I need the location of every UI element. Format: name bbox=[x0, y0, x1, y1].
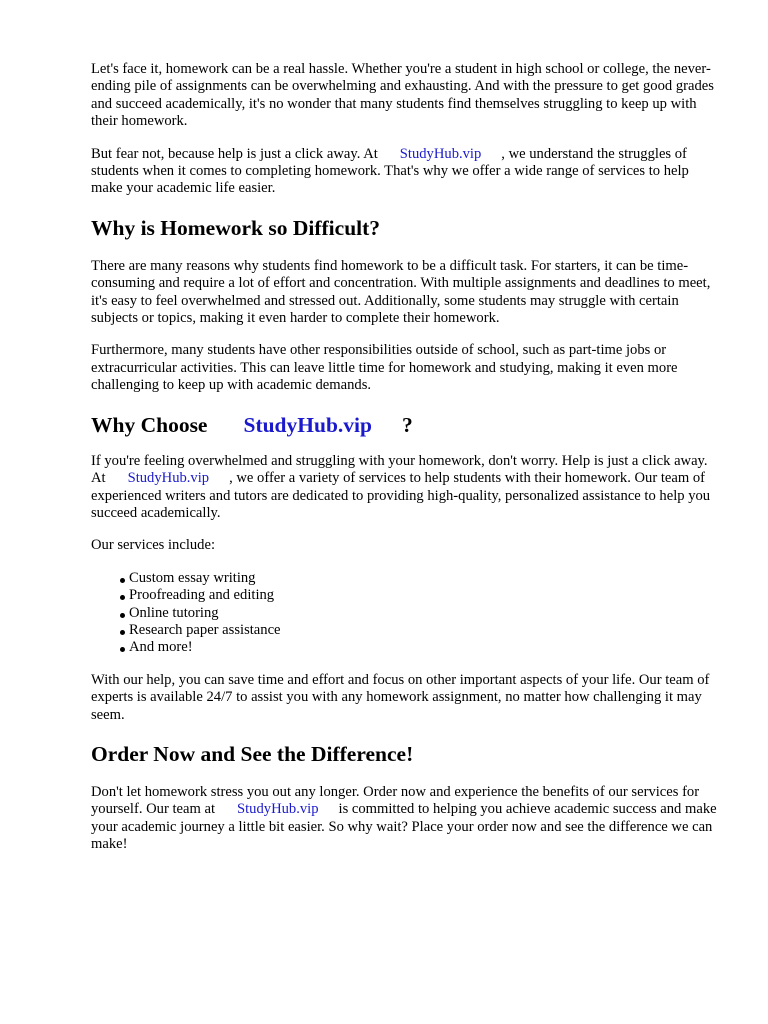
heading-why-choose bbox=[91, 412, 720, 438]
order-p-text-after: is committed to helping you achieve academic success and make your academic journey a little bit easier. So why wait? Place your order now and see the difference we can make! bbox=[91, 801, 717, 853]
heading-why-choose-question: ? bbox=[401, 412, 413, 437]
studyhub-link-order[interactable]: StudyHub.vip bbox=[237, 801, 319, 818]
choose-p1-text-before: If you're feeling overwhelmed and struggling with your homework, don't worry. Help is just a click away. At bbox=[91, 452, 708, 487]
intro-p2-text-after: , we understand the struggles of students when it comes to completing homework. That's why we offer a wide range of services to help make your academic life easier. bbox=[91, 145, 689, 197]
intro-p2-text-before: But fear not, because help is just a click away. At bbox=[91, 145, 378, 162]
list-item: Custom essay writing bbox=[129, 570, 720, 587]
heading-why-difficult: Why is Homework so Difficult? bbox=[91, 215, 381, 240]
list-item: Research paper assistance bbox=[129, 622, 720, 639]
order-p-text-before: Don't let homework stress you out any longer. Order now and experience the benefits of our services for yourself. Our team at bbox=[91, 783, 700, 818]
difficult-paragraph-1: There are many reasons why students find homework to be a difficult task. For starters, it can be time-consuming and require a lot of effort and concentration. With multiple assignments and deadlines to meet, it's easy to feel overwhelmed and stressed out. Additionally, some students may struggle with certain subjects or topics, making it even harder to complete their homework. bbox=[91, 257, 711, 327]
choose-paragraph-1 bbox=[91, 453, 720, 523]
order-paragraph bbox=[91, 784, 720, 854]
help-paragraph: With our help, you can save time and effort and focus on other important aspects of your life. Our team of experts is available 24/7 to assist you with any homework assignment, no matter how challenging it may seem. bbox=[91, 671, 710, 723]
services-intro: Our services include: bbox=[91, 537, 216, 554]
studyhub-link-intro[interactable]: StudyHub.vip bbox=[399, 145, 482, 162]
heading-why-choose-text: Why Choose bbox=[91, 412, 208, 437]
studyhub-link-choose[interactable]: StudyHub.vip bbox=[127, 470, 210, 487]
heading-order-now: Order Now and See the Difference! bbox=[91, 741, 414, 766]
list-item: Online tutoring bbox=[129, 605, 720, 622]
services-list bbox=[91, 570, 720, 657]
intro-paragraph-2 bbox=[91, 146, 720, 198]
difficult-paragraph-2: Furthermore, many students have other responsibilities outside of school, such as part-time jobs or extracurricular activities. This can leave little time for homework and studying, making it even more challenging to keep up with academic demands. bbox=[91, 342, 678, 394]
list-item: And more! bbox=[129, 639, 720, 656]
studyhub-link-heading[interactable]: StudyHub.vip bbox=[243, 412, 372, 437]
choose-p1-text-after: , we offer a variety of services to help students with their homework. Our team of experienced writers and tutors are dedicated to providing high-quality, personalized assistance to help you succeed academically. bbox=[91, 470, 711, 521]
intro-paragraph-1: Let's face it, homework can be a real hassle. Whether you're a student in high school or college, the never-ending pile of assignments can be overwhelming and exhausting. And with the pressure to get good grades and succeed academically, it's no wonder that many students find themselves struggling to keep up with their homework. bbox=[91, 61, 714, 130]
list-item: Proofreading and editing bbox=[129, 587, 720, 604]
